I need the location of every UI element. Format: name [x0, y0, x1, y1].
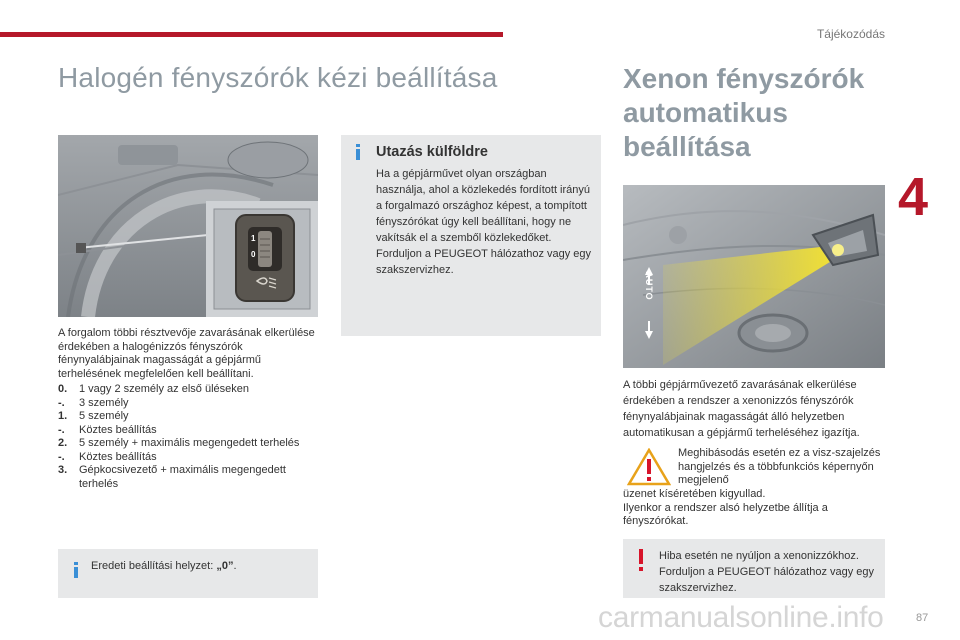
travel-paragraph: Forduljon a PEUGEOT hálózathoz vagy egy szakszervizhez. — [376, 248, 592, 276]
info-icon — [353, 144, 363, 160]
auto-label: AUTO — [644, 271, 654, 301]
xenon-title-line: beállítása — [623, 131, 751, 162]
top-accent-bar — [0, 32, 503, 37]
position-row — [58, 464, 320, 491]
travel-body — [376, 166, 598, 278]
xenon-title-line: Xenon fényszórók — [623, 63, 865, 94]
halogen-intro: A forgalom többi résztvevője zavarásának elkerülése érdekében a halogénizzós fényszórók fénynyalábjainak magasságát a gépjármű terhelésének megfelelően kell beállítani. — [58, 327, 315, 380]
position-key: 0. — [58, 383, 68, 395]
position-key: -. — [58, 423, 65, 436]
xenon-alert-text: Hiba esetén ne nyúljon a xenonizzókhoz. Forduljon a PEUGEOT hálózathoz vagy egy szakszervizhez. — [659, 550, 875, 594]
travel-abroad-box — [341, 135, 601, 336]
position-key: 3. — [58, 464, 68, 476]
dial-label-0: 0 — [251, 250, 256, 259]
position-value: Köztes beállítás — [79, 423, 157, 436]
warning-triangle-icon — [627, 448, 671, 486]
position-value: 5 személy + maximális megengedett terhelés — [79, 437, 300, 449]
position-row — [58, 397, 320, 411]
warning-line: üzenet kíséretében kigyullad. — [623, 488, 766, 500]
travel-paragraph: Ha a gépjárművet olyan országban használja, ahol a közlekedés fordított irányú a forgalmazó országhoz képest, a tompított fényszórókat úgy kell beállítani, hogy ne vakítsák el a szemből közlekedőket. — [376, 168, 591, 244]
warning-text-continued — [623, 488, 889, 529]
position-key: -. — [58, 450, 65, 463]
warning-text: Meghibásodás esetén ez a visz-szajelzés hangjelzés és a többfunkciós képernyőn megjelenő — [678, 447, 881, 486]
watermark: carmanualsonline.info — [598, 601, 884, 634]
halogen-body — [58, 327, 320, 491]
position-row — [58, 383, 320, 397]
default-setting-prefix: Eredeti beállítási helyzet: — [91, 560, 217, 572]
position-row — [58, 437, 320, 451]
position-row — [58, 410, 320, 424]
xenon-auto-illustration — [623, 185, 885, 368]
warning-line: Ilyenkor a rendszer alsó helyzetbe állítja a fényszórókat. — [623, 501, 828, 527]
position-key: -. — [58, 396, 65, 409]
position-key: 2. — [58, 437, 68, 449]
position-row — [58, 424, 320, 438]
default-setting-text — [91, 560, 237, 572]
default-setting-value: „0” — [216, 560, 234, 572]
info-icon — [71, 562, 81, 578]
position-value: 3 személy — [79, 396, 129, 409]
xenon-title — [623, 62, 893, 164]
travel-title: Utazás külföldre — [376, 144, 488, 160]
position-value: Köztes beállítás — [79, 450, 157, 463]
position-row — [58, 451, 320, 465]
position-value: 5 személy — [79, 410, 129, 422]
xenon-title-line: automatikus — [623, 97, 788, 128]
position-key: 1. — [58, 410, 68, 422]
chapter-number: 4 — [898, 167, 929, 227]
halogen-title: Halogén fényszórók kézi beállítása — [58, 62, 498, 93]
position-value: Gépkocsivezető + maximális megengedett terhelés — [79, 464, 286, 490]
exclamation-icon — [637, 549, 645, 571]
page-number: 87 — [916, 612, 929, 624]
headlamp-dial-illustration — [58, 135, 318, 317]
xenon-alert-box — [623, 539, 885, 598]
dial-label-1: 1 — [251, 234, 256, 243]
section-label: Tájékozódás — [816, 27, 885, 41]
xenon-intro: A többi gépjárművezető zavarásának elkerülése érdekében a rendszer a xenonizzós fényszórók fénynyalábjainak magasságát álló helyzetben automatikusan a gépjármű terheléséhez igazítja. — [623, 379, 860, 439]
default-setting-note — [58, 549, 318, 598]
default-setting-suffix: . — [233, 560, 237, 572]
position-value: 1 vagy 2 személy az első üléseken — [79, 383, 249, 395]
